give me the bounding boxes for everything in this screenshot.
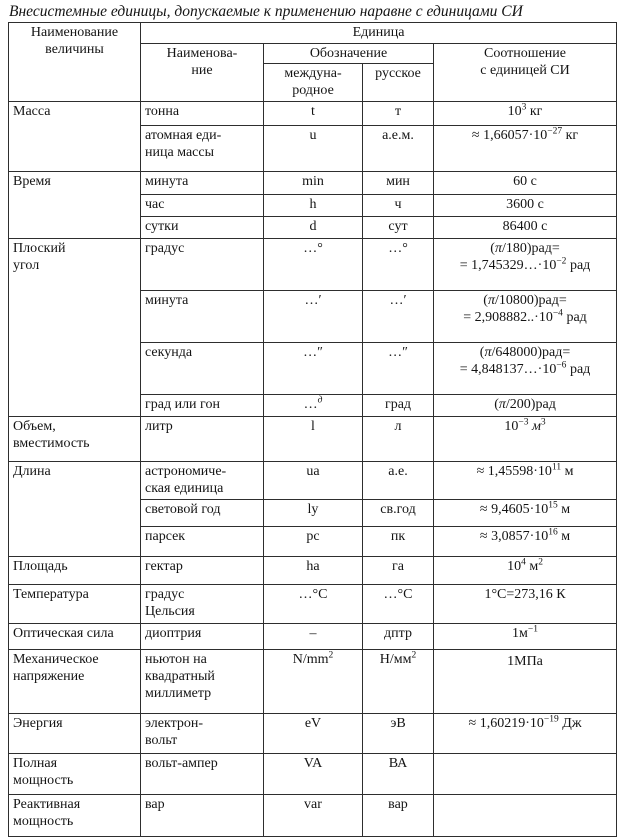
intl-designation-cell: …″	[264, 343, 363, 395]
intl-designation-cell: $N/mm^2$	[264, 650, 363, 714]
intl-designation-cell: d	[264, 217, 363, 239]
intl-designation-cell: …°C	[264, 585, 363, 624]
russian-designation-cell: вар	[363, 795, 434, 837]
russian-designation-cell: …°	[363, 239, 434, 291]
unit-name-cell: парсек	[141, 527, 264, 557]
intl-designation-cell: ua	[264, 462, 363, 500]
header-designation: Обозначение	[264, 44, 434, 64]
intl-designation-cell: var	[264, 795, 363, 837]
unit-name-cell: световой год	[141, 500, 264, 527]
si-relation-cell: ≈ $1,66057\cdot 10^{-27}$ кг	[434, 126, 617, 172]
quantity-cell: Масса	[9, 102, 141, 172]
table-row	[9, 795, 617, 837]
table-row	[9, 714, 617, 754]
russian-designation-cell: мин	[363, 172, 434, 195]
unit-name-cell: град или гон	[141, 395, 264, 417]
si-relation-cell: ≈ $1,60219\cdot 10^{-19}$ Дж	[434, 714, 617, 754]
si-relation-cell: 60 с	[434, 172, 617, 195]
si-relation-cell: ≈ $1,45598\cdot 10^{11}$ м	[434, 462, 617, 500]
si-relation-cell: ≈ $3,0857\cdot 10^{16}$ м	[434, 527, 617, 557]
units-table	[8, 22, 617, 837]
header-unit: Единица	[141, 23, 617, 44]
table-row	[9, 102, 617, 126]
unit-name-cell: час	[141, 195, 264, 217]
russian-designation-cell: пк	[363, 527, 434, 557]
unit-name-cell: секунда	[141, 343, 264, 395]
unit-name-cell: диоптрия	[141, 624, 264, 650]
unit-name-cell: астрономиче- ская единица	[141, 462, 264, 500]
intl-designation-cell: h	[264, 195, 363, 217]
russian-designation-cell: …″	[363, 343, 434, 395]
si-relation-cell: (π/200)рад	[434, 395, 617, 417]
header-row-1	[9, 23, 617, 44]
table-row	[9, 462, 617, 500]
russian-designation-cell: дптр	[363, 624, 434, 650]
quantity-cell: Температура	[9, 585, 141, 624]
intl-designation-cell: ly	[264, 500, 363, 527]
quantity-cell: Оптическая сила	[9, 624, 141, 650]
intl-designation-cell: l	[264, 417, 363, 462]
si-relation-cell: 3600 с	[434, 195, 617, 217]
unit-name-cell: вар	[141, 795, 264, 837]
header-international: междуна- родное	[264, 64, 363, 102]
quantity-cell: Энергия	[9, 714, 141, 754]
header-russian: русское	[363, 64, 434, 102]
russian-designation-cell: …°С	[363, 585, 434, 624]
si-relation-cell: (π/10800)рад= = $2,908882..\cdot 10^{-4}$ рад	[434, 291, 617, 343]
unit-name-cell: минута	[141, 291, 264, 343]
intl-designation-cell: …$^д$	[264, 395, 363, 417]
russian-designation-cell: град	[363, 395, 434, 417]
header-quantity: Наименование величины	[9, 23, 141, 102]
quantity-cell: Реактивная мощность	[9, 795, 141, 837]
unit-name-cell: литр	[141, 417, 264, 462]
si-relation-cell: ≈ $9,4605\cdot 10^{15}$ м	[434, 500, 617, 527]
intl-designation-cell: …′	[264, 291, 363, 343]
russian-designation-cell: га	[363, 557, 434, 585]
intl-designation-cell: …°	[264, 239, 363, 291]
si-relation-cell: $10^3$ кг	[434, 102, 617, 126]
unit-name-cell: тонна	[141, 102, 264, 126]
si-relation-cell: (π/648000)рад= = $4,848137\dots\cdot 10^{-6}$ рад	[434, 343, 617, 395]
intl-designation-cell: ha	[264, 557, 363, 585]
unit-name-cell: вольт-ампер	[141, 754, 264, 795]
table-row	[9, 585, 617, 624]
quantity-cell: Время	[9, 172, 141, 239]
russian-designation-cell: $Н/мм^2$	[363, 650, 434, 714]
russian-designation-cell: т	[363, 102, 434, 126]
quantity-cell: Площадь	[9, 557, 141, 585]
intl-designation-cell: u	[264, 126, 363, 172]
si-relation-cell: $1м^{-1}$	[434, 624, 617, 650]
intl-designation-cell: eV	[264, 714, 363, 754]
unit-name-cell: гектар	[141, 557, 264, 585]
si-relation-cell: $10^4$ $м^2$	[434, 557, 617, 585]
table-row	[9, 417, 617, 462]
header-unit-name: Наименова- ние	[141, 44, 264, 102]
si-relation-cell: 1°С=273,16 К	[434, 585, 617, 624]
intl-designation-cell: VA	[264, 754, 363, 795]
intl-designation-cell: –	[264, 624, 363, 650]
unit-name-cell: сутки	[141, 217, 264, 239]
unit-name-cell: градус Цельсия	[141, 585, 264, 624]
russian-designation-cell: сут	[363, 217, 434, 239]
quantity-cell: Объем, вместимость	[9, 417, 141, 462]
quantity-cell: Полная мощность	[9, 754, 141, 795]
si-relation-cell: (π/180)рад= = $1,745329\dots\cdot 10^{-2}$ рад	[434, 239, 617, 291]
si-relation-cell: $10^{-3}$ $м^3$	[434, 417, 617, 462]
si-relation-cell: 1МПа	[434, 650, 617, 714]
russian-designation-cell: …′	[363, 291, 434, 343]
russian-designation-cell: а.е.м.	[363, 126, 434, 172]
table-row	[9, 624, 617, 650]
intl-designation-cell: pc	[264, 527, 363, 557]
intl-designation-cell: t	[264, 102, 363, 126]
table-row	[9, 557, 617, 585]
russian-designation-cell: эВ	[363, 714, 434, 754]
russian-designation-cell: а.е.	[363, 462, 434, 500]
table-caption: Внесистемные единицы, допускаемые к применению наравне с единицами СИ	[9, 3, 523, 20]
table-row	[9, 754, 617, 795]
si-relation-cell	[434, 754, 617, 795]
russian-designation-cell: ч	[363, 195, 434, 217]
russian-designation-cell: ВА	[363, 754, 434, 795]
table-row	[9, 650, 617, 714]
quantity-cell: Длина	[9, 462, 141, 557]
intl-designation-cell: min	[264, 172, 363, 195]
unit-name-cell: минута	[141, 172, 264, 195]
unit-name-cell: градус	[141, 239, 264, 291]
si-relation-cell: 86400 с	[434, 217, 617, 239]
si-relation-cell	[434, 795, 617, 837]
unit-name-cell: электрон- вольт	[141, 714, 264, 754]
header-relation: Соотношение с единицей СИ	[434, 44, 617, 102]
unit-name-cell: ньютон на квадратный миллиметр	[141, 650, 264, 714]
unit-name-cell: атомная еди- ница массы	[141, 126, 264, 172]
table-body	[9, 102, 617, 837]
table-row	[9, 172, 617, 195]
table-header	[9, 23, 617, 102]
quantity-cell: Плоский угол	[9, 239, 141, 417]
russian-designation-cell: св.год	[363, 500, 434, 527]
russian-designation-cell: л	[363, 417, 434, 462]
quantity-cell: Механическое напряжение	[9, 650, 141, 714]
table-row	[9, 239, 617, 291]
